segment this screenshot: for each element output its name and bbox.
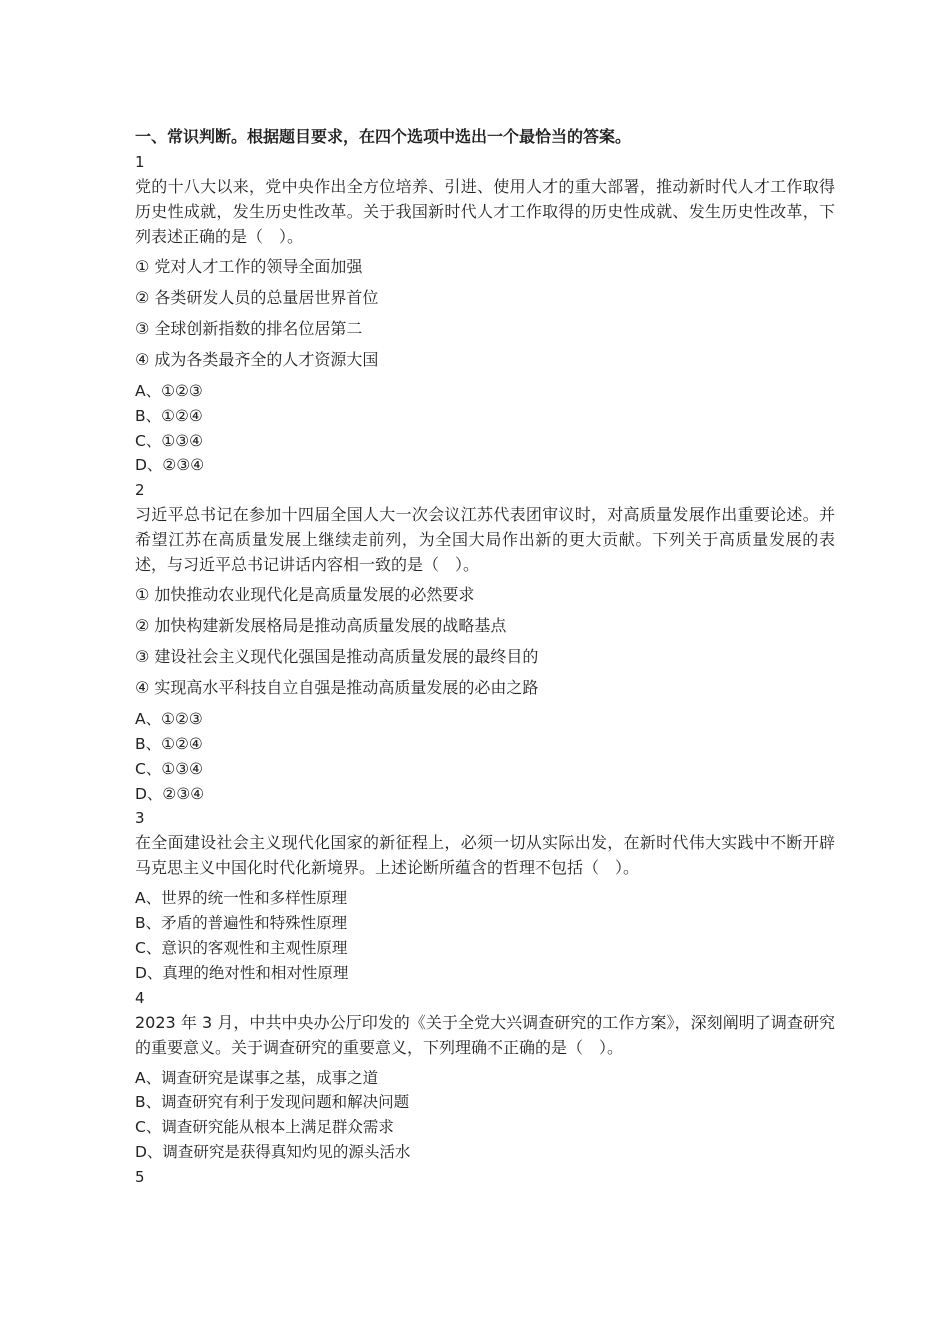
option-a: A、世界的统一性和多样性原理 bbox=[135, 889, 348, 908]
question bbox=[135, 1165, 835, 1189]
option-list bbox=[135, 886, 835, 985]
option-a: A、调查研究是谋事之基，成事之道 bbox=[135, 1068, 379, 1087]
option-c: C、调查研究能从根本上满足群众需求 bbox=[135, 1118, 394, 1137]
question-number: 2 bbox=[135, 481, 145, 500]
option-list bbox=[135, 1066, 835, 1165]
statement: ② 各类研发人员的总量居世界首位 bbox=[135, 288, 379, 307]
statement: ① 党对人才工作的领导全面加强 bbox=[135, 257, 363, 276]
statement-list bbox=[135, 255, 835, 372]
statement: ④ 成为各类最齐全的人才资源大国 bbox=[135, 350, 379, 369]
question bbox=[135, 150, 835, 478]
question-stem: 习近平总书记在参加十四届全国人大一次会议江苏代表团审议时，对高质量发展作出重要论述。并希望江苏在高质量发展上继续走前列，为全国大局作出新的更大贡献。下列关于高质量发展的表述，与习近平总书记讲话内容相一致的是（ ）。 bbox=[135, 505, 835, 575]
option-c: C、①③④ bbox=[135, 759, 204, 778]
statement: ④ 实现高水平科技自立自强是推动高质量发展的必由之路 bbox=[135, 678, 539, 698]
option-c: C、①③④ bbox=[135, 431, 204, 450]
option-b: B、①②④ bbox=[135, 734, 203, 753]
option-d: D、②③④ bbox=[135, 456, 205, 475]
option-list bbox=[135, 379, 835, 478]
question-number: 5 bbox=[135, 1167, 145, 1186]
statement: ① 加快推动农业现代化是高质量发展的必然要求 bbox=[135, 585, 475, 605]
option-b: B、调查研究有利于发现问题和解决问题 bbox=[135, 1093, 410, 1112]
question-stem: 在全面建设社会主义现代化国家的新征程上，必须一切从实际出发，在新时代伟大实践中不断开辟马克思主义中国化时代化新境界。上述论断所蕴含的哲理不包括（ ）。 bbox=[135, 833, 835, 878]
question bbox=[135, 806, 835, 985]
question-number: 3 bbox=[135, 809, 145, 828]
statement: ③ 全球创新指数的排名位居第二 bbox=[135, 319, 363, 338]
question-stem: 党的十八大以来，党中央作出全方位培养、引进、使用人才的重大部署，推动新时代人才工作取得历史性成就，发生历史性改革。关于我国新时代人才工作取得的历史性成就、发生历史性改革，下列表述正确的是（ ）。 bbox=[135, 177, 835, 246]
statement: ② 加快构建新发展格局是推动高质量发展的战略基点 bbox=[135, 616, 507, 636]
section-title: 一、常识判断。根据题目要求，在四个选项中选出一个最恰当的答案。 bbox=[135, 127, 632, 146]
option-c: C、意识的客观性和主观性原理 bbox=[135, 938, 348, 957]
exam-page bbox=[135, 126, 835, 1189]
option-d: D、调查研究是获得真知灼见的源头活水 bbox=[135, 1142, 411, 1161]
option-a: A、①②③ bbox=[135, 382, 203, 400]
statement: ③ 建设社会主义现代化强国是推动高质量发展的最终目的 bbox=[135, 647, 539, 667]
option-a: A、①②③ bbox=[135, 710, 203, 729]
option-d: D、真理的绝对性和相对性原理 bbox=[135, 963, 349, 982]
question bbox=[135, 478, 835, 806]
question-stem: 2023 年 3 月，中共中央办公厅印发的《关于全党大兴调查研究的工作方案》，深刻阐明了调查研究的重要意义。关于调查研究的重要意义，下列理确不正确的是（ ）。 bbox=[135, 1012, 835, 1057]
question-number: 4 bbox=[135, 988, 145, 1007]
option-b: B、矛盾的普遍性和特殊性原理 bbox=[135, 914, 348, 933]
question-number: 1 bbox=[135, 153, 145, 171]
question bbox=[135, 986, 835, 1165]
option-b: B、①②④ bbox=[135, 406, 203, 425]
statement-list bbox=[135, 583, 835, 700]
option-d: D、②③④ bbox=[135, 784, 205, 803]
option-list bbox=[135, 707, 835, 806]
